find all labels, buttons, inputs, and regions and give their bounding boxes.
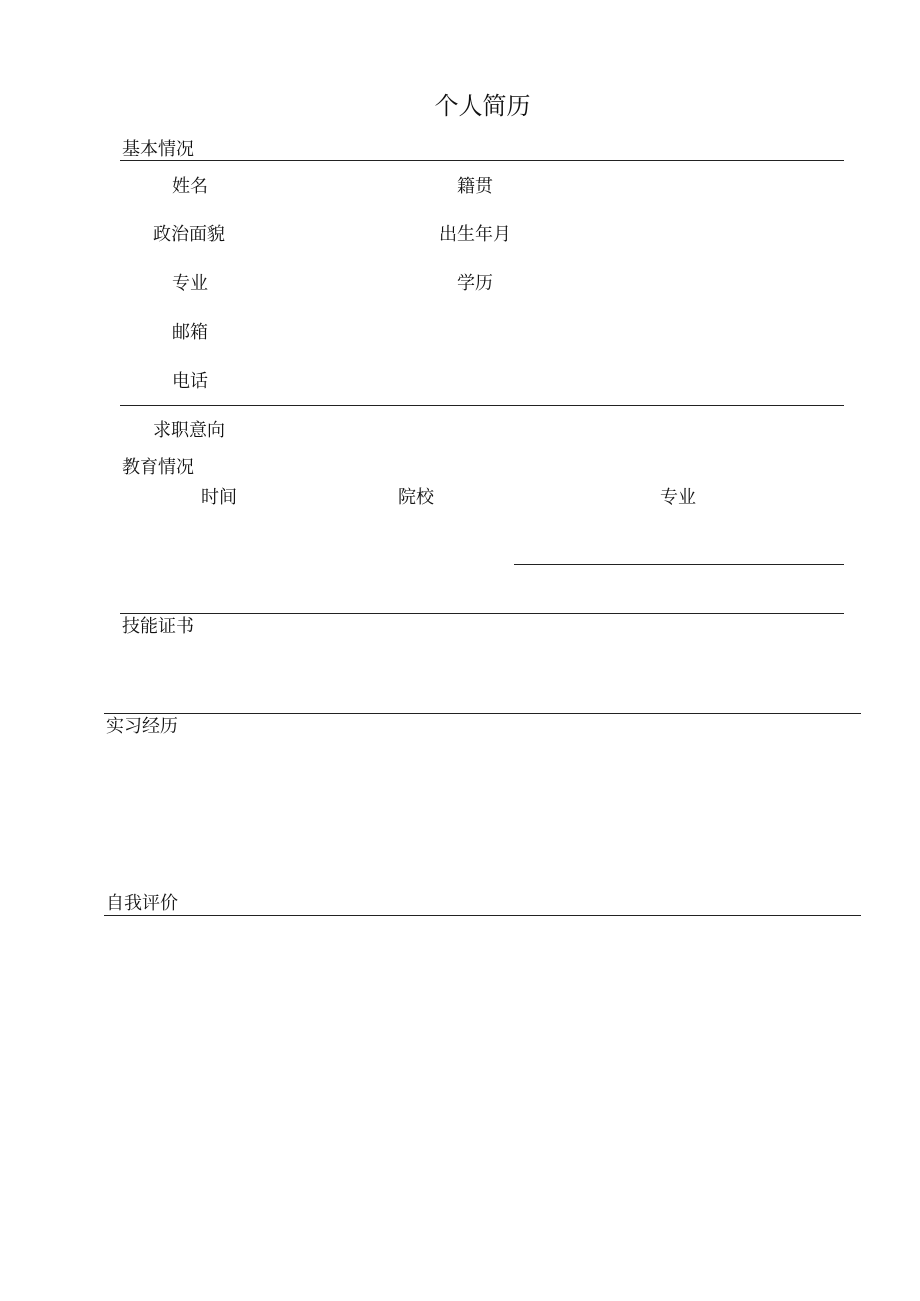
internship-divider [104, 713, 861, 714]
basic-info-heading: 基本情况 [122, 139, 194, 160]
internship-heading: 实习经历 [106, 716, 178, 737]
birth-date-label: 出生年月 [439, 224, 511, 245]
self-evaluation-heading: 自我评价 [106, 893, 178, 914]
education-bottom-divider [120, 613, 844, 614]
education-level-label: 学历 [457, 273, 493, 294]
major-label: 专业 [172, 273, 208, 294]
self-evaluation-divider [104, 915, 861, 916]
job-intention-label: 求职意向 [153, 420, 225, 441]
political-status-label: 政治面貌 [153, 224, 225, 245]
email-label: 邮箱 [172, 322, 208, 343]
education-column-time: 时间 [201, 487, 237, 508]
basic-info-bottom-divider [120, 405, 844, 406]
name-label: 姓名 [172, 176, 208, 197]
skills-heading: 技能证书 [122, 616, 194, 637]
phone-label: 电话 [172, 371, 208, 392]
education-partial-divider [514, 564, 844, 565]
basic-info-divider [120, 160, 844, 161]
education-heading: 教育情况 [122, 457, 194, 478]
page-title: 个人简历 [434, 92, 531, 120]
education-column-school: 院校 [398, 487, 434, 508]
education-column-major: 专业 [660, 487, 696, 508]
hometown-label: 籍贯 [457, 176, 493, 197]
